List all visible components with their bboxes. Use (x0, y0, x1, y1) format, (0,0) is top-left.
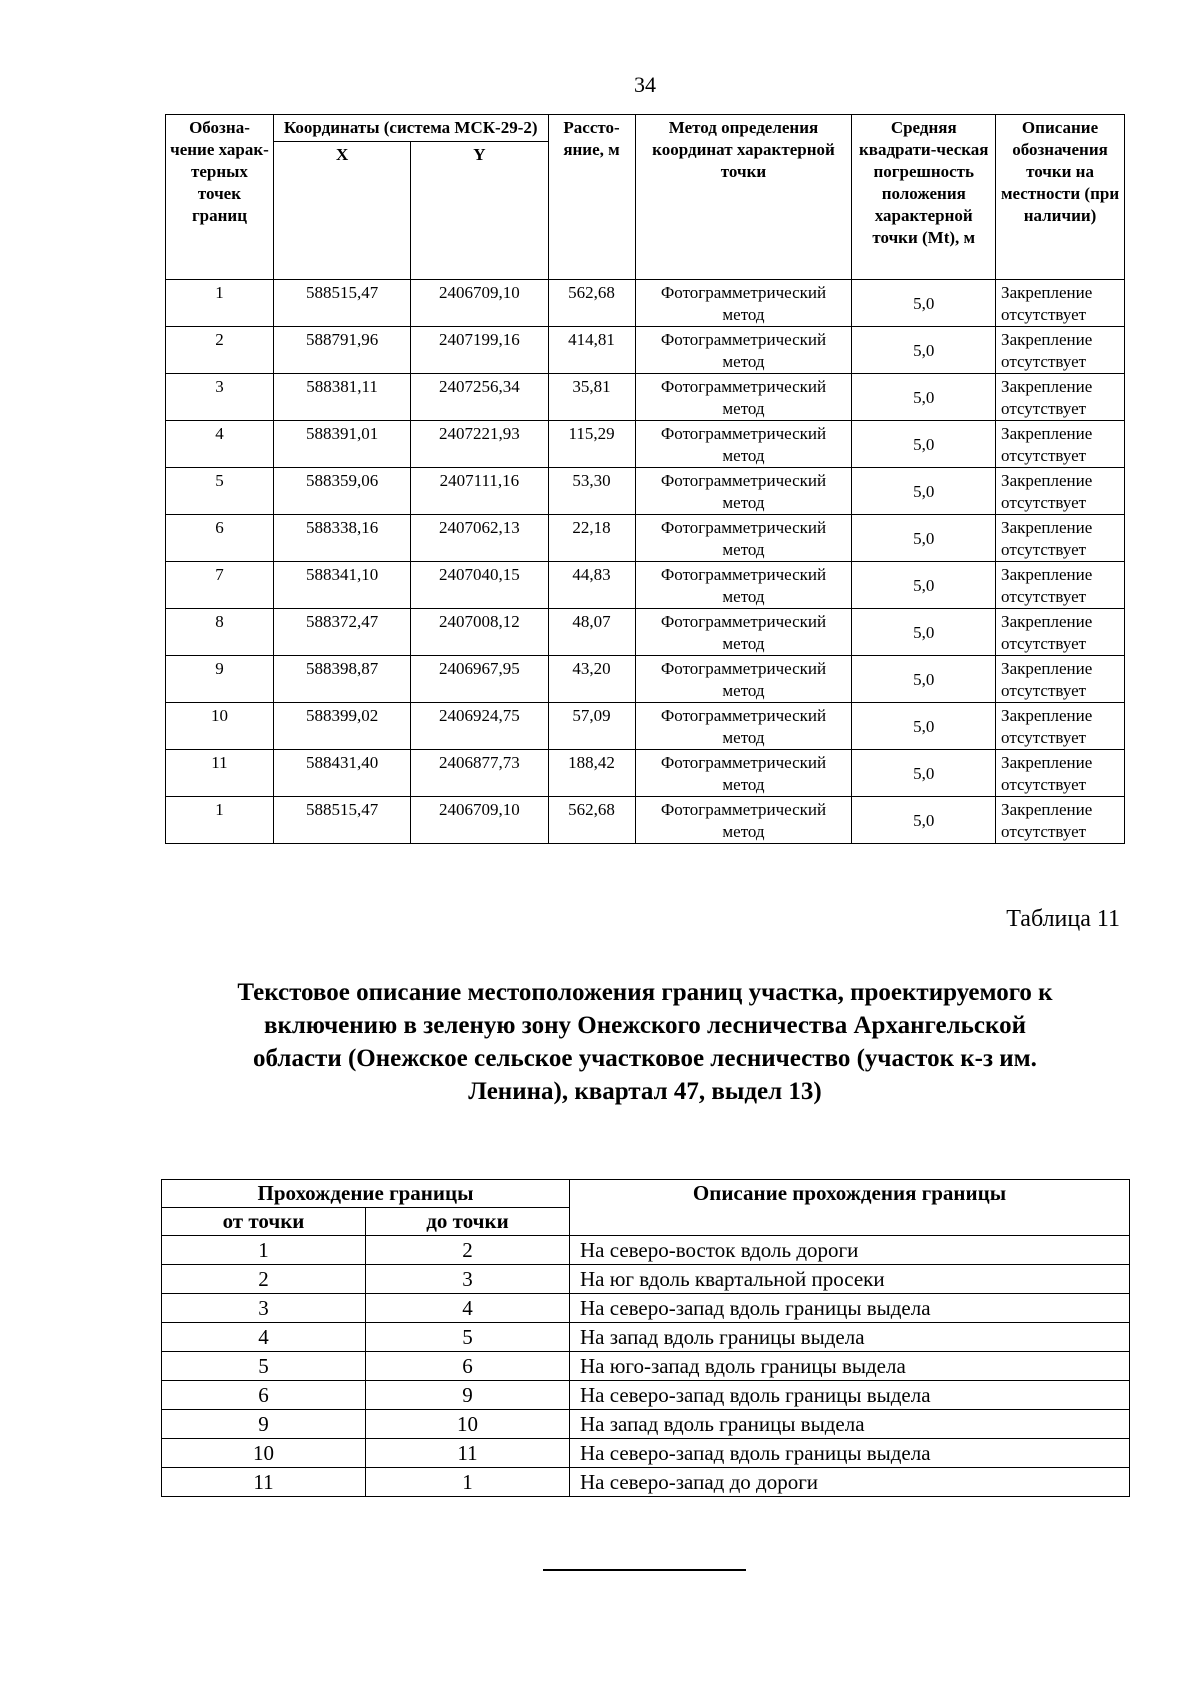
cell-y: 2406709,10 (411, 797, 548, 844)
cell-y: 2406877,73 (411, 750, 548, 797)
cell-method: Фотограмметрический метод (635, 421, 852, 468)
header-to: до точки (366, 1208, 570, 1236)
cell-to: 6 (366, 1352, 570, 1381)
cell-accuracy: 5,0 (852, 468, 996, 515)
cell-distance: 44,83 (548, 562, 635, 609)
cell-point: 8 (166, 609, 274, 656)
cell-from: 10 (162, 1439, 366, 1468)
cell-distance: 53,30 (548, 468, 635, 515)
cell-accuracy: 5,0 (852, 374, 996, 421)
cell-y: 2406967,95 (411, 656, 548, 703)
cell-x: 588398,87 (273, 656, 410, 703)
cell-method: Фотограмметрический метод (635, 280, 852, 327)
cell-point: 5 (166, 468, 274, 515)
cell-from: 9 (162, 1410, 366, 1439)
cell-method: Фотограмметрический метод (635, 609, 852, 656)
cell-accuracy: 5,0 (852, 750, 996, 797)
route-table (161, 1179, 1130, 1497)
cell-method: Фотограмметрический метод (635, 797, 852, 844)
cell-x: 588381,11 (273, 374, 410, 421)
cell-to: 1 (366, 1468, 570, 1497)
cell-method: Фотограмметрический метод (635, 374, 852, 421)
cell-x: 588431,40 (273, 750, 410, 797)
cell-y: 2407199,16 (411, 327, 548, 374)
cell-route-description: На запад вдоль границы выдела (570, 1323, 1130, 1352)
cell-method: Фотограмметрический метод (635, 562, 852, 609)
cell-accuracy: 5,0 (852, 609, 996, 656)
cell-y: 2407062,13 (411, 515, 548, 562)
footer-divider (543, 1569, 746, 1571)
header-coordinates: Координаты (система МСК-29-2) (273, 115, 548, 142)
table-row (166, 750, 1125, 797)
table-row (162, 1352, 1130, 1381)
cell-point: 2 (166, 327, 274, 374)
cell-route-description: На запад вдоль границы выдела (570, 1410, 1130, 1439)
cell-point: 9 (166, 656, 274, 703)
cell-to: 11 (366, 1439, 570, 1468)
cell-x: 588359,06 (273, 468, 410, 515)
cell-accuracy: 5,0 (852, 280, 996, 327)
cell-y: 2407111,16 (411, 468, 548, 515)
cell-to: 10 (366, 1410, 570, 1439)
cell-point: 1 (166, 797, 274, 844)
header-y: Y (411, 142, 548, 280)
cell-from: 3 (162, 1294, 366, 1323)
table-row (162, 1294, 1130, 1323)
header-route-description: Описание прохождения границы (570, 1180, 1130, 1236)
cell-description: Закрепление отсутствует (996, 327, 1125, 374)
cell-point: 11 (166, 750, 274, 797)
cell-from: 4 (162, 1323, 366, 1352)
cell-point: 1 (166, 280, 274, 327)
cell-route-description: На северо-запад вдоль границы выдела (570, 1439, 1130, 1468)
cell-y: 2407040,15 (411, 562, 548, 609)
cell-description: Закрепление отсутствует (996, 374, 1125, 421)
cell-description: Закрепление отсутствует (996, 750, 1125, 797)
cell-route-description: На юго-запад вдоль границы выдела (570, 1352, 1130, 1381)
cell-x: 588341,10 (273, 562, 410, 609)
cell-method: Фотограмметрический метод (635, 656, 852, 703)
route-header-row (162, 1180, 1130, 1208)
table-row (166, 515, 1125, 562)
cell-route-description: На северо-запад вдоль границы выдела (570, 1294, 1130, 1323)
table-row (166, 421, 1125, 468)
cell-accuracy: 5,0 (852, 797, 996, 844)
cell-accuracy: 5,0 (852, 656, 996, 703)
cell-y: 2406709,10 (411, 280, 548, 327)
cell-from: 5 (162, 1352, 366, 1381)
cell-method: Фотограмметрический метод (635, 515, 852, 562)
coordinates-table (165, 114, 1125, 844)
header-point: Обозна-чение харак-терных точек границ (166, 115, 274, 280)
page-number: 34 (634, 72, 656, 97)
cell-accuracy: 5,0 (852, 562, 996, 609)
header-description: Описание обозначения точки на местности (при наличии) (996, 115, 1125, 280)
cell-y: 2407221,93 (411, 421, 548, 468)
table-row (166, 280, 1125, 327)
cell-from: 11 (162, 1468, 366, 1497)
cell-route-description: На северо-запад вдоль границы выдела (570, 1381, 1130, 1410)
header-accuracy: Средняя квадрати-ческая погрешность положения характерной точки (Mt), м (852, 115, 996, 280)
cell-method: Фотограмметрический метод (635, 750, 852, 797)
table-row (162, 1410, 1130, 1439)
cell-x: 588791,96 (273, 327, 410, 374)
cell-x: 588515,47 (273, 280, 410, 327)
cell-y: 2406924,75 (411, 703, 548, 750)
cell-distance: 115,29 (548, 421, 635, 468)
table-row (166, 656, 1125, 703)
cell-from: 2 (162, 1265, 366, 1294)
cell-y: 2407256,34 (411, 374, 548, 421)
cell-x: 588391,01 (273, 421, 410, 468)
cell-distance: 414,81 (548, 327, 635, 374)
cell-to: 5 (366, 1323, 570, 1352)
cell-to: 9 (366, 1381, 570, 1410)
cell-x: 588338,16 (273, 515, 410, 562)
table-row (166, 327, 1125, 374)
table-row (166, 468, 1125, 515)
cell-distance: 562,68 (548, 280, 635, 327)
cell-description: Закрепление отсутствует (996, 280, 1125, 327)
table-row (166, 609, 1125, 656)
table-row (166, 374, 1125, 421)
cell-accuracy: 5,0 (852, 703, 996, 750)
cell-distance: 48,07 (548, 609, 635, 656)
cell-route-description: На юг вдоль квартальной просеки (570, 1265, 1130, 1294)
cell-description: Закрепление отсутствует (996, 421, 1125, 468)
table-row (162, 1381, 1130, 1410)
cell-from: 1 (162, 1236, 366, 1265)
section-title: Текстовое описание местоположения границ участка, проектируемого к включению в зеленую зону Онежского лесничества Архангельской области (Онежское сельское участковое лесничество (участок к-з им. Ленина), квартал 47, выдел 13) (237, 979, 1053, 1105)
cell-description: Закрепление отсутствует (996, 656, 1125, 703)
table-row (162, 1439, 1130, 1468)
cell-description: Закрепление отсутствует (996, 562, 1125, 609)
header-distance: Рассто-яние, м (548, 115, 635, 280)
table-row (166, 797, 1125, 844)
header-x: X (273, 142, 410, 280)
cell-method: Фотограмметрический метод (635, 703, 852, 750)
coordinates-header-row (166, 115, 1125, 142)
header-method: Метод определения координат характерной точки (635, 115, 852, 280)
table-row (162, 1468, 1130, 1497)
cell-route-description: На северо-восток вдоль дороги (570, 1236, 1130, 1265)
cell-to: 2 (366, 1236, 570, 1265)
table-row (162, 1323, 1130, 1352)
cell-method: Фотограмметрический метод (635, 468, 852, 515)
cell-description: Закрепление отсутствует (996, 797, 1125, 844)
table-row (162, 1265, 1130, 1294)
cell-distance: 22,18 (548, 515, 635, 562)
cell-method: Фотограмметрический метод (635, 327, 852, 374)
cell-to: 3 (366, 1265, 570, 1294)
cell-distance: 43,20 (548, 656, 635, 703)
cell-description: Закрепление отсутствует (996, 609, 1125, 656)
cell-distance: 562,68 (548, 797, 635, 844)
cell-description: Закрепление отсутствует (996, 468, 1125, 515)
cell-x: 588515,47 (273, 797, 410, 844)
cell-accuracy: 5,0 (852, 515, 996, 562)
cell-x: 588399,02 (273, 703, 410, 750)
cell-description: Закрепление отсутствует (996, 703, 1125, 750)
cell-distance: 57,09 (548, 703, 635, 750)
cell-accuracy: 5,0 (852, 327, 996, 374)
cell-route-description: На северо-запад до дороги (570, 1468, 1130, 1497)
cell-point: 10 (166, 703, 274, 750)
cell-to: 4 (366, 1294, 570, 1323)
cell-from: 6 (162, 1381, 366, 1410)
table-caption: Таблица 11 (1006, 906, 1120, 932)
table-row (166, 562, 1125, 609)
table-row (162, 1236, 1130, 1265)
cell-point: 6 (166, 515, 274, 562)
header-passage: Прохождение границы (162, 1180, 570, 1208)
cell-accuracy: 5,0 (852, 421, 996, 468)
cell-point: 3 (166, 374, 274, 421)
table-row (166, 703, 1125, 750)
cell-distance: 188,42 (548, 750, 635, 797)
header-from: от точки (162, 1208, 366, 1236)
cell-point: 7 (166, 562, 274, 609)
cell-point: 4 (166, 421, 274, 468)
cell-distance: 35,81 (548, 374, 635, 421)
cell-description: Закрепление отсутствует (996, 515, 1125, 562)
cell-y: 2407008,12 (411, 609, 548, 656)
cell-x: 588372,47 (273, 609, 410, 656)
